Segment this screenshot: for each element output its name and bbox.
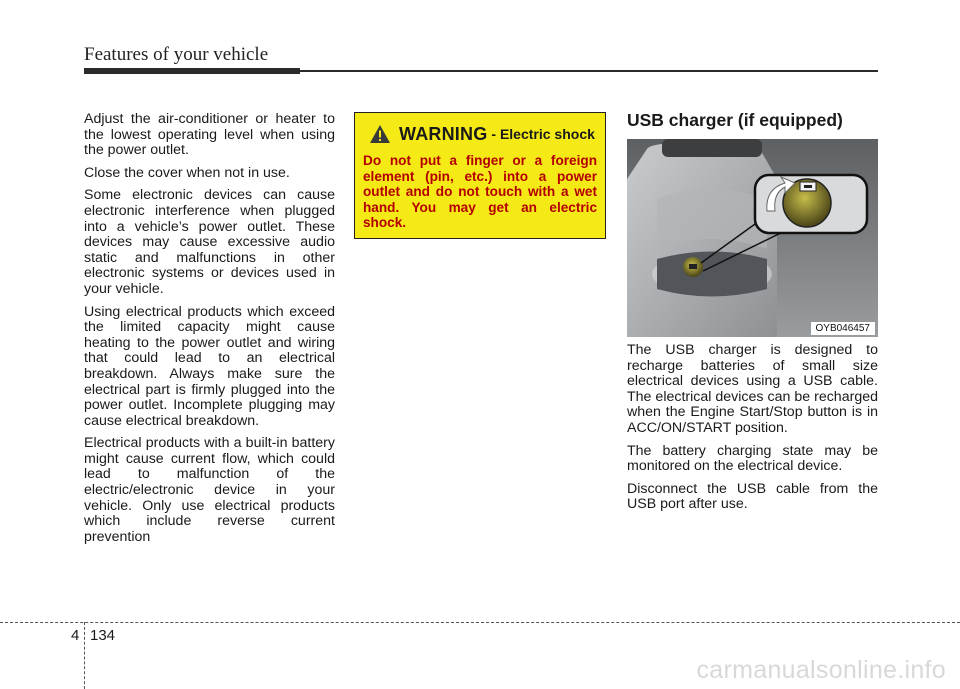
figure-code: OYB046457 xyxy=(811,322,876,335)
warning-label: WARNING xyxy=(399,123,488,144)
warning-triangle-icon xyxy=(369,124,391,144)
watermark: carmanualsonline.info xyxy=(696,656,946,684)
paragraph: Using electrical products which exceed the limited capacity might cause heating to the power outlet and wiring that could lead to an electrical breakdown. Always make sure the electrical part is firmly plugged into the power outlet. Incomplete plugging may cause electrical breakdown. xyxy=(84,303,335,429)
footer-rule xyxy=(0,622,960,623)
footer-divider xyxy=(84,622,85,689)
page-number: 134 xyxy=(90,627,116,644)
paragraph: Electrical products with a built-in battery might cause current flow, which could lead to malfunction of the electric/electronic device in your vehicle. Only use electrical products which include reverse current prevention xyxy=(84,435,335,545)
warning-box xyxy=(354,112,606,239)
usb-section-title: USB charger (if equipped) xyxy=(627,110,843,130)
header-rule xyxy=(300,70,878,72)
usb-charger-figure xyxy=(627,139,878,337)
paragraph: The battery charging state may be monitored on the electrical device. xyxy=(627,442,878,475)
paragraph: Close the cover when not in use. xyxy=(84,164,290,181)
paragraph: Disconnect the USB cable from the USB port after use. xyxy=(627,480,878,513)
header-title: Features of your vehicle xyxy=(84,44,269,65)
left-column xyxy=(84,112,335,552)
warning-text: Do not put a finger or a foreign element (pin, etc.) into a power outlet and do not touch with a wet hand. You may get an electric shock. xyxy=(363,153,597,231)
warning-header xyxy=(363,123,597,145)
chapter-number: 4 xyxy=(71,627,80,644)
header-bar xyxy=(84,68,300,74)
paragraph: Adjust the air-conditioner or heater to the lowest operating level when using the power outlet. xyxy=(84,111,335,159)
warning-subtitle: - Electric shock xyxy=(491,126,595,142)
paragraph: The USB charger is designed to recharge batteries of small size electrical devices using a USB cable. The electrical devices can be recharged when the Engine Start/Stop button is in ACC/ON/START position. xyxy=(627,342,878,436)
usb-charger-illustration xyxy=(627,139,878,337)
right-column xyxy=(627,343,878,520)
paragraph: Some electronic devices can cause electronic interference when plugged into a vehicle’s power outlet. These devices may cause excessive audio static and malfunctions in other electronic systems or devices used in your vehicle. xyxy=(84,187,335,297)
